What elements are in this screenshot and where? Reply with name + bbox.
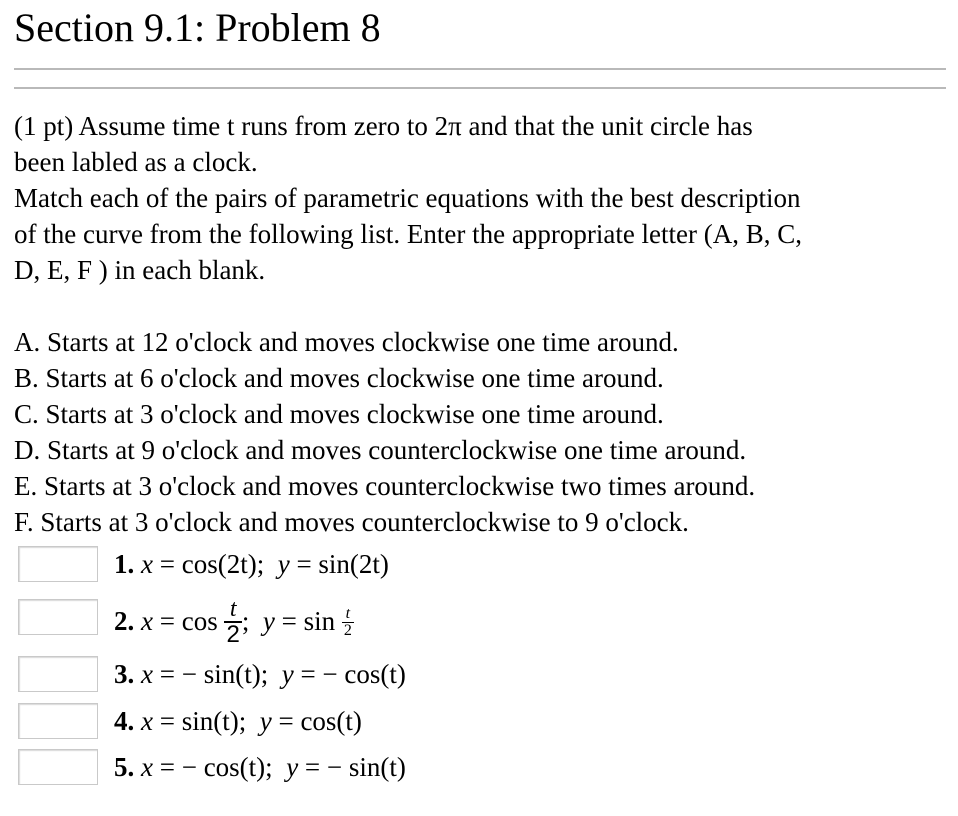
fraction-x: $\frac{t}{2}$: [226, 596, 240, 648]
equation-y: sin(2t): [318, 549, 389, 579]
question-number: 4.: [114, 706, 135, 736]
answer-input-1[interactable]: [18, 546, 98, 582]
question-number: 3.: [114, 659, 135, 689]
equation-y: − cos(t): [322, 659, 406, 689]
option-d: D. Starts at 9 o'clock and moves counterclockwise one time around.: [14, 435, 747, 465]
answer-input-4[interactable]: [18, 703, 98, 739]
equation-5: 5. x = − cos(t); y = − sin(t): [114, 752, 406, 782]
equation-4: 4. x = sin(t); y = cos(t): [114, 706, 362, 736]
title-divider-top: [14, 68, 946, 70]
question-number: 5.: [114, 752, 135, 782]
option-b: B. Starts at 6 o'clock and moves clockwise one time around.: [14, 363, 664, 393]
title-divider-bottom: [14, 87, 946, 89]
option-c: C. Starts at 3 o'clock and moves clockwise one time around.: [14, 399, 664, 429]
question-number: 2.: [114, 606, 135, 637]
page-title: Section 9.1: Problem 8: [14, 5, 381, 50]
fraction-y: $\frac{t}{2}$: [343, 604, 352, 639]
equation-y-func: sin: [303, 606, 336, 637]
problem-intro-line-3: Match each of the pairs of parametric equations with the best description: [14, 183, 801, 213]
problem-intro-line-2: been labled as a clock.: [14, 147, 258, 177]
question-number: 1.: [114, 549, 135, 579]
equation-3: 3. x = − sin(t); y = − cos(t): [114, 659, 406, 689]
equation-1: 1. x = cos(2t); y = sin(2t): [114, 549, 389, 579]
equation-x: cos(2t);: [181, 549, 265, 579]
equation-2: 2. x = cos $\frac{t}{2}$ ; y = sin $\frac{t}{2}$: [114, 596, 352, 648]
equation-x: − sin(t);: [181, 659, 269, 689]
answer-input-2[interactable]: [18, 599, 98, 635]
answer-input-3[interactable]: [18, 656, 98, 692]
equation-y: − sin(t): [326, 752, 406, 782]
equation-x: − cos(t);: [181, 752, 273, 782]
option-a: A. Starts at 12 o'clock and moves clockwise one time around.: [14, 327, 679, 357]
equation-y: cos(t): [300, 706, 362, 736]
problem-intro-line-5: D, E, F ) in each blank.: [14, 255, 266, 285]
option-f: F. Starts at 3 o'clock and moves counterclockwise to 9 o'clock.: [14, 507, 689, 537]
answer-input-5[interactable]: [18, 749, 98, 785]
equation-x-func: cos: [181, 606, 218, 637]
problem-intro-line-1: (1 pt) Assume time t runs from zero to 2π and that the unit circle has: [14, 111, 753, 141]
problem-intro-line-4: of the curve from the following list. Enter the appropriate letter (A, B, C,: [14, 219, 803, 249]
equation-x: sin(t);: [181, 706, 247, 736]
option-e: E. Starts at 3 o'clock and moves counterclockwise two times around.: [14, 471, 756, 501]
